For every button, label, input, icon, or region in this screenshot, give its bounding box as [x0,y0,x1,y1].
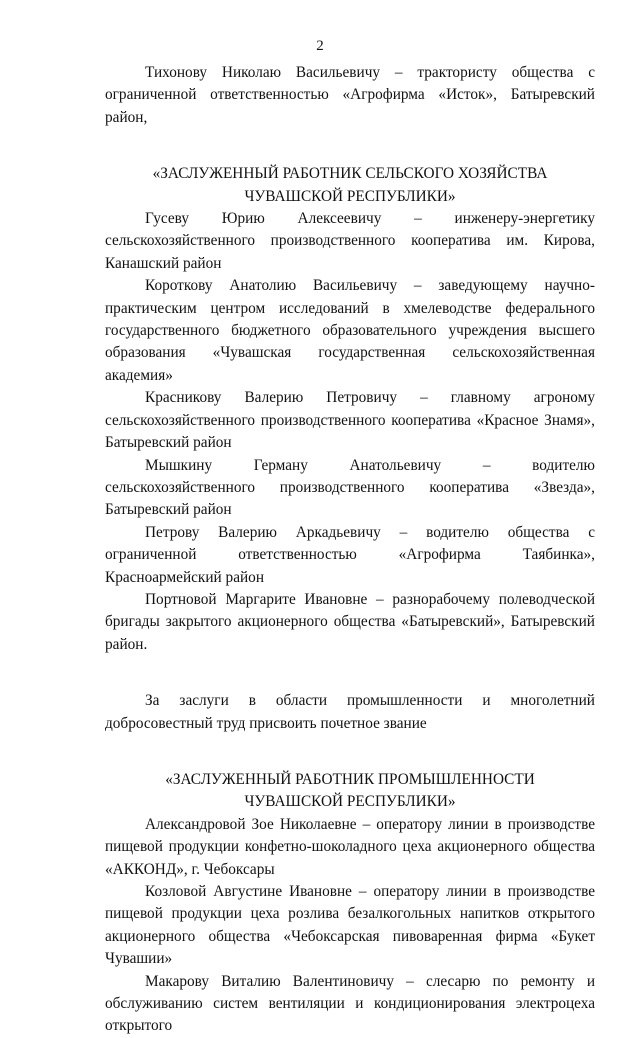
award-entry: Красникову Валерию Петровичу – главному агроному сельскохозяйственного производственного кооператива «Красное Знамя», Батыревский район [105,389,595,452]
award-entry: Петрову Валерию Аркадьевичу – водителю общества с ограниченной ответственностью «Агрофирма Таябинка», Красноармейский район [105,523,595,586]
award-entry: Мышкину Герману Анатольевичу – водителю сельскохозяйственного производственного кооператива «Звезда», Батыревский район [105,456,595,519]
document-body [105,62,595,1038]
page-number: 2 [316,38,324,54]
award-entry: Гусеву Юрию Алексеевичу – инженеру-энергетику сельскохозяйственного производственного кооператива им. Кирова, Канашский район [105,210,595,272]
section-heading-line: «ЗАСЛУЖЕННЫЙ РАБОТНИК СЕЛЬСКОГО ХОЗЯЙСТВА [152,165,548,183]
award-entry: Тихонову Николаю Васильевичу – трактористу общества с ограниченной ответственностью «Агрофирма «Исток», Батыревский район, [105,64,595,126]
section-heading-line: ЧУВАШСКОЙ РЕСПУБЛИКИ» [244,793,456,811]
award-entry: Короткову Анатолию Васильевичу – заведующему научно-практическим центром исследований в хмелеводстве федерального государственного бюджетного образовательного учреждения высшего образования «Чувашская государственная сельскохозяйственная академия» [105,277,595,384]
decree-paragraph: За заслуги в области промышленности и многолетний добросовестный труд присвоить почетное звание [105,692,595,732]
award-entry: Портновой Маргарите Ивановне – разнорабочему полеводческой бригады закрытого акционерного общества «Батыревский», Батыревский район. [105,590,595,653]
award-entry: Козловой Августине Ивановне – оператору линии в производстве пищевой продукции цеха розлива безалкогольных напитков открытого акционерного общества «Чебоксарская пивоваренная фирма «Букет Чувашии» [105,883,595,968]
section-heading-line: «ЗАСЛУЖЕННЫЙ РАБОТНИК ПРОМЫШЛЕННОСТИ [165,770,535,788]
award-entry: Александровой Зое Николаевне – оператору линии в производстве пищевой продукции конфетно-шоколадного цеха акционерного общества «АККОНД», г. Чебоксары [105,815,595,878]
award-entry: Макарову Виталию Валентиновичу – слесарю по ремонту и обслуживанию систем вентиляции и кондиционирования электроцеха открытого [105,972,595,1035]
section-heading-line: ЧУВАШСКОЙ РЕСПУБЛИКИ» [244,187,456,205]
